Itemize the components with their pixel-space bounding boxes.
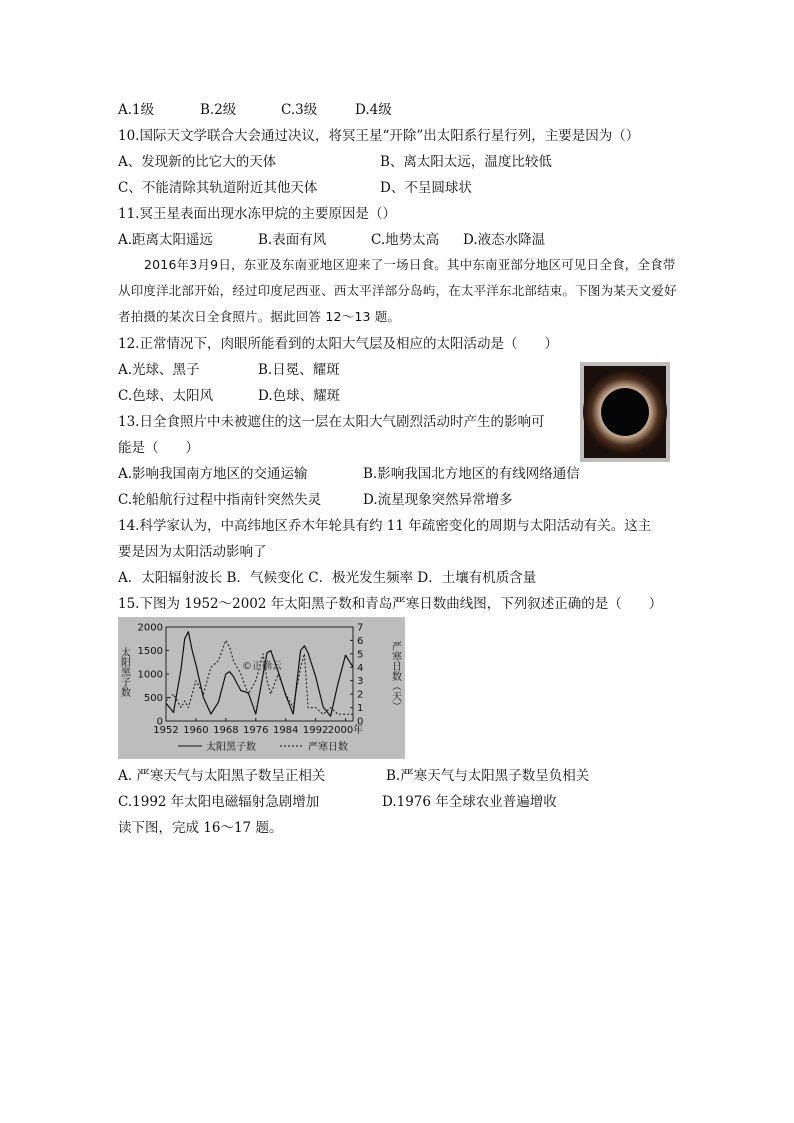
legend-sunspot: 太阳黑子数 [206, 742, 256, 753]
y-right-tick-label: 0 [357, 716, 364, 728]
y-right-tick-label: 1 [357, 703, 364, 715]
x-tick-label: 1952 [153, 725, 179, 736]
y-left-tick-label: 500 [143, 693, 163, 704]
q12-option-a: A.光球、黑子 [118, 362, 200, 378]
q12-stem: 12.正常情况下，肉眼所能看到的太阳大气层及相应的太阳活动是（ ） [118, 336, 558, 352]
x-tick-label: 1968 [213, 725, 239, 736]
x-tick-label: 1984 [272, 725, 299, 736]
q10-option-b: B、离太阳太远，温度比较低 [380, 154, 552, 170]
solar-eclipse-photo [580, 362, 670, 462]
q13-option-b: B.影响我国北方地区的有线网络通信 [363, 466, 580, 482]
q15-option-c: C.1992 年太阳电磁辐射急剧增加 [118, 794, 320, 810]
footer-instruction: 读下图，完成 16～17 题。 [118, 820, 283, 836]
y-left-tick-label: 1500 [137, 646, 163, 657]
x-tick-label: 1992 [302, 725, 329, 736]
y-left-tick-label: 1000 [137, 669, 163, 681]
q13-option-c: C.轮船航行过程中指南针突然失灵 [118, 492, 322, 508]
chart-watermark: ©正确云 [242, 661, 282, 672]
y-right-label: 严寒日数（天） [389, 641, 401, 711]
q12-option-b: B.日冕、耀斑 [258, 362, 340, 378]
y-right-tick-label: 7 [357, 622, 364, 634]
y-right-tick-label: 2 [357, 689, 364, 701]
q9-option-d: D.4级 [355, 102, 392, 118]
q14-options: A．太阳辐射波长 B．气候变化 C．极光发生频率 D．土壤有机质含量 [118, 570, 537, 586]
x-tick-label: 2000年 [327, 725, 364, 736]
sunspot-cold-days-chart [118, 617, 405, 759]
y-right-tick-label: 4 [357, 662, 364, 674]
q11-option-a: A.距离太阳遥远 [118, 232, 214, 248]
cold-days-series-line [166, 640, 353, 714]
y-right-tick-label: 3 [357, 676, 364, 688]
q10-stem: 10.国际天文学联合大会通过决议，将冥王星“开除”出太阳系行星行列，主要是因为（） [118, 128, 640, 144]
q12-option-d: D.色球、耀斑 [258, 388, 341, 404]
moon-disc [601, 388, 649, 436]
q13-stem-line2: 能是（ ） [118, 440, 199, 456]
q12-option-c: C.色球、太阳风 [118, 388, 214, 404]
x-tick-label: 1960 [183, 725, 209, 736]
q9-option-a: A.1级 [118, 102, 155, 118]
q11-option-d: D.液态水降温 [463, 232, 546, 248]
q11-option-c: C.地势太高 [371, 232, 440, 248]
q14-stem-line1: 14.科学家认为，中高纬地区乔木年轮具有约 11 年疏密变化的周期与太阳活动有关。这主 [118, 518, 652, 534]
q13-option-d: D.流星现象突然异常增多 [363, 492, 513, 508]
q9-option-b: B.2级 [200, 102, 237, 118]
q11-option-b: B.表面有风 [258, 232, 327, 248]
q14-stem-line2: 要是因为太阳活动影响了 [118, 544, 267, 560]
y-left-tick-label: 2000 [137, 622, 163, 634]
q10-option-c: C、不能清除其轨道附近其他天体 [118, 180, 318, 196]
y-left-tick-label: 0 [156, 716, 163, 728]
q10-option-a: A、发现新的比它大的天体 [118, 154, 277, 170]
q15-option-d: D.1976 年全球农业普遍增收 [382, 794, 557, 810]
q13-option-a: A.影响我国南方地区的交通运输 [118, 466, 308, 482]
q13-stem-line1: 13.日全食照片中未被遮住的这一层在太阳大气剧烈活动时产生的影响可 [118, 414, 545, 430]
legend-cold-days: 严寒日数 [308, 742, 348, 753]
y-left-label: 太阳黑子数 [118, 647, 130, 697]
q11-stem: 11.冥王星表面出现水冻甲烷的主要原因是（） [118, 206, 396, 222]
q9-option-c: C.3级 [281, 102, 318, 118]
q15-stem: 15.下图为 1952～2002 年太阳黑子数和青岛严寒日数曲线图，下列叙述正确的是（ ） [118, 596, 663, 612]
y-right-tick-label: 5 [357, 649, 364, 661]
plot-frame [166, 627, 353, 721]
sunspot-series-line [166, 632, 353, 717]
y-right-tick-label: 6 [357, 635, 364, 647]
reading-passage: 2016年3月9日，东亚及东南亚地区迎来了一场日食。其中东南亚部分地区可见日全食，全食带从印度洋北部开始，经过印度尼西亚、西太平洋部分岛屿，在太平洋东北部结束。下图为某天文爱好者拍摄的某次日全食照片。据此回答 12～13 题。 [118, 257, 677, 324]
q10-option-d: D、不呈圆球状 [380, 180, 472, 196]
q15-option-a: A. 严寒天气与太阳黑子数呈正相关 [118, 768, 326, 784]
q15-option-b: B.严寒天气与太阳黑子数呈负相关 [386, 768, 590, 784]
x-tick-label: 1976 [243, 725, 269, 736]
